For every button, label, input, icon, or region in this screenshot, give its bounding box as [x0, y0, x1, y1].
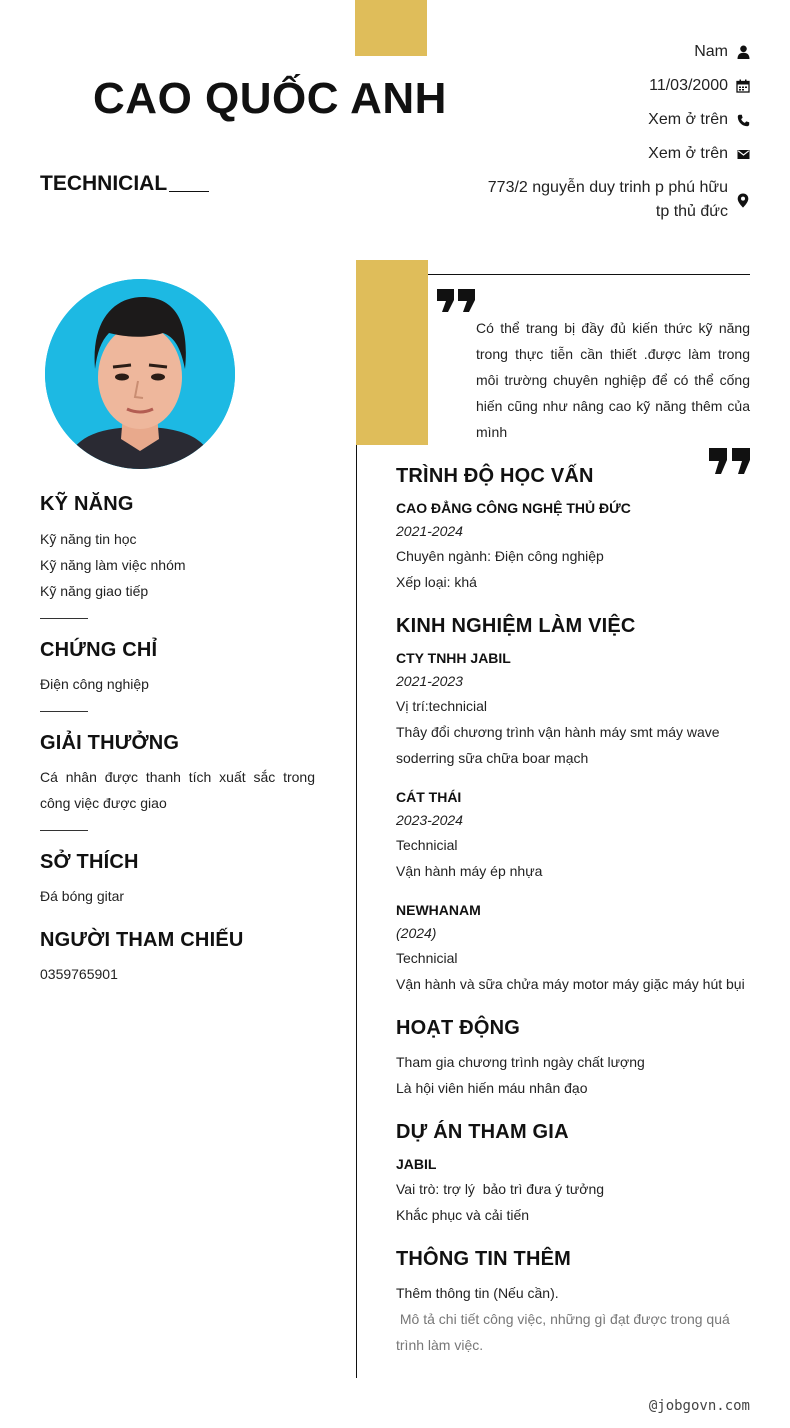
- column-divider: [356, 445, 357, 1378]
- candidate-name: CAO QUỐC ANH: [93, 74, 447, 123]
- project-name: JABIL: [396, 1156, 437, 1172]
- hobby-item: Đá bóng gitar: [40, 888, 125, 904]
- job-title: TECHNICIAL: [40, 172, 209, 196]
- activity-item: Là hội viên hiến máu nhân đạo: [396, 1080, 588, 1096]
- skills-heading: KỸ NĂNG: [40, 493, 134, 515]
- certificate-item: Điện công nghiệp: [40, 676, 149, 692]
- certificates-heading: CHỨNG CHỈ: [40, 639, 158, 661]
- project-role: Vai trò: trợ lý bảo trì đưa ý tưởng: [396, 1181, 605, 1197]
- hobbies-heading: SỞ THÍCH: [40, 851, 139, 873]
- contact-gender: Nam: [694, 40, 750, 64]
- portrait-illustration: [45, 279, 235, 469]
- quote-accent-block: [356, 260, 428, 445]
- education-period: 2021-2024: [396, 523, 463, 539]
- contact-birthday: 11/03/2000: [649, 74, 750, 98]
- job-period: (2024): [396, 925, 437, 941]
- skill-item: Kỹ năng tin học: [40, 531, 137, 547]
- more-info-line: Thêm thông tin (Nếu cần).: [396, 1285, 559, 1301]
- awards-heading: GIẢI THƯỞNG: [40, 732, 180, 754]
- contact-email[interactable]: Xem ở trên: [648, 142, 750, 166]
- quote-top-rule: [428, 274, 750, 275]
- reference-item: 0359765901: [40, 966, 118, 982]
- section-divider: [40, 711, 88, 712]
- job-role: Technicial: [396, 950, 458, 966]
- open-quote-icon: [437, 289, 475, 318]
- activities-heading: HOẠT ĐỘNG: [396, 1017, 521, 1039]
- job-description: Thây đổi chương trình vận hành máy smt máy wave soderring sữa chữa boar mạch: [396, 724, 720, 766]
- references-heading: NGƯỜI THAM CHIẾU: [40, 929, 244, 951]
- job-period: 2021-2023: [396, 673, 463, 689]
- calendar-icon: [736, 79, 750, 93]
- job-period: 2023-2024: [396, 812, 463, 828]
- section-divider: [40, 618, 88, 619]
- job-description: Vận hành máy ép nhựa: [396, 863, 543, 879]
- envelope-icon: [736, 147, 750, 161]
- top-accent-block: [355, 0, 427, 56]
- avatar-photo: [45, 279, 235, 469]
- job-role: Vị trí:technicial: [396, 698, 488, 714]
- job-role: Technicial: [396, 837, 458, 853]
- award-item: Cá nhân được thanh tích xuất sắc trong công việc được giao: [40, 769, 315, 811]
- job-company: CTY TNHH JABIL: [396, 650, 511, 666]
- phone-icon: [736, 113, 750, 127]
- address-line-2: tp thủ đức: [655, 203, 728, 220]
- projects-heading: DỰ ÁN THAM GIA: [396, 1121, 569, 1143]
- location-pin-icon: [736, 193, 750, 207]
- education-heading: TRÌNH ĐỘ HỌC VẤN: [396, 465, 594, 487]
- address-line-1: 773/2 nguyễn duy trinh p phú hữu: [487, 179, 728, 196]
- education-rank: Xếp loại: khá: [396, 574, 477, 590]
- watermark: @jobgovn.com: [648, 1398, 750, 1414]
- skill-item: Kỹ năng giao tiếp: [40, 583, 149, 599]
- career-objective: Có thể trang bị đầy đủ kiến thức kỹ năng trong thực tiễn cần thiết .được làm trong môi trường chuyên nghiệp để có thể cống hiến cũng như nâng cao kỹ năng thêm của mình: [476, 320, 750, 440]
- project-description: Khắc phục và cải tiến: [396, 1207, 530, 1223]
- skill-item: Kỹ năng làm việc nhóm: [40, 557, 186, 573]
- job-company: NEWHANAM: [396, 902, 481, 918]
- activity-item: Tham gia chương trình ngày chất lượng: [396, 1054, 645, 1070]
- more-info-description: Mô tả chi tiết công việc, những gì đạt được trong quá trình làm việc.: [396, 1311, 734, 1353]
- job-company: CÁT THÁI: [396, 789, 462, 805]
- person-icon: [736, 45, 750, 59]
- section-divider: [40, 830, 88, 831]
- education-major: Chuyên ngành: Điện công nghiệp: [396, 548, 604, 564]
- education-school: CAO ĐẲNG CÔNG NGHỆ THỦ ĐỨC: [396, 500, 631, 516]
- more-info-heading: THÔNG TIN THÊM: [396, 1248, 572, 1270]
- contact-phone[interactable]: Xem ở trên: [648, 108, 750, 132]
- contact-address: [488, 176, 750, 224]
- job-description: Vận hành và sữa chửa máy motor máy giặc máy hút bụi: [396, 976, 745, 992]
- experience-heading: KINH NGHIỆM LÀM VIỆC: [396, 615, 636, 637]
